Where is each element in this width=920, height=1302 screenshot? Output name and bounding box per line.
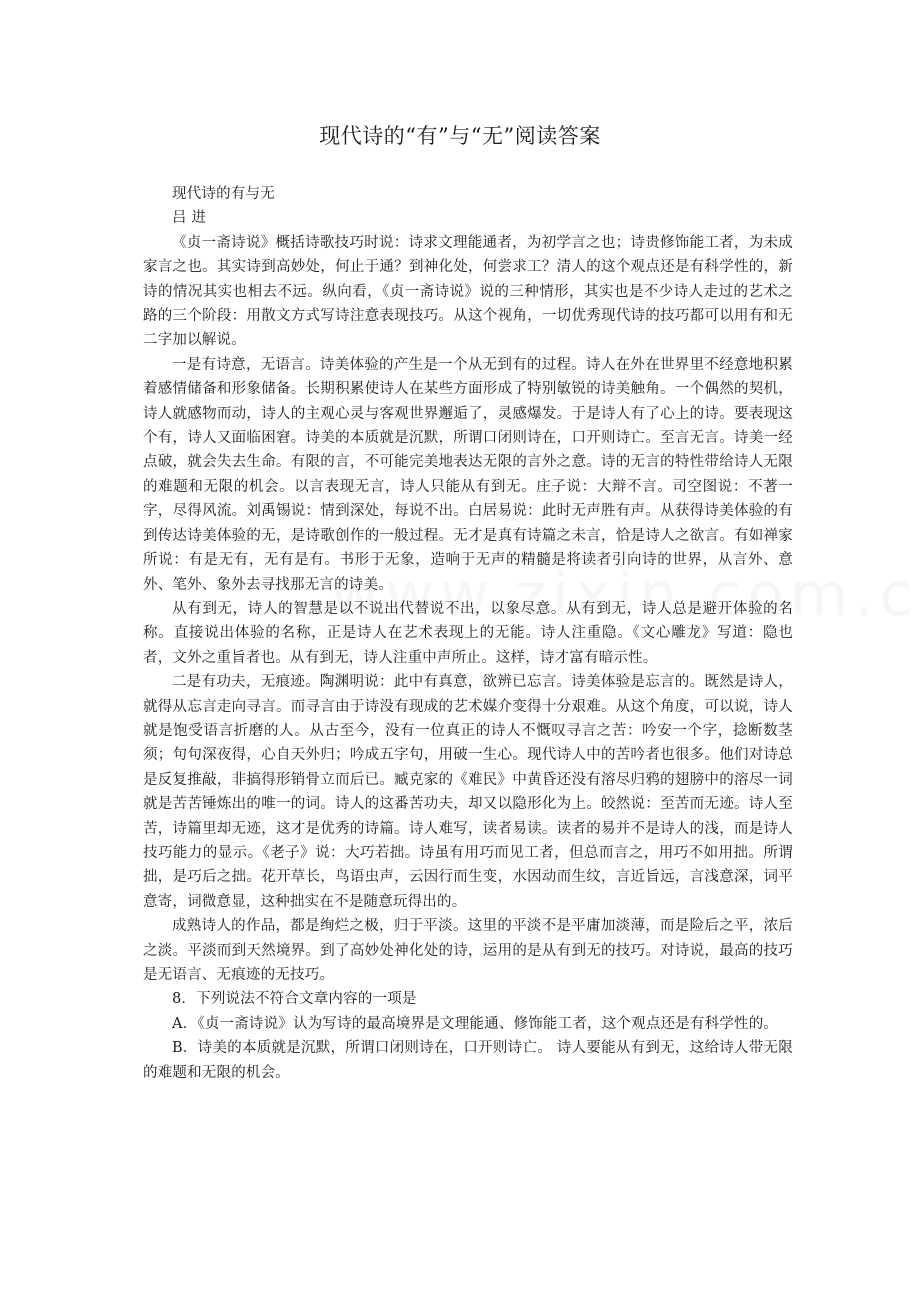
article-author: 吕 进 bbox=[172, 210, 207, 227]
paragraph: 《贞一斋诗说》概括诗歌技巧时说：诗求文理能通者，为初学言之也；诗贵修饰能工者，为未成家言之也。其实诗到高妙处，何止于通？到神化处，何尝求工？清人的这个观点还是有科学性的，新诗的情况其实也相去不远。纵向看，《贞一斋诗说》说的三种情形，其实也是不少诗人走过的艺术之路的三个阶段：用散文方式写诗注意表现技巧。从这个视角，一切优秀现代诗的技巧都可以用有和无二字加以解说。 bbox=[143, 234, 793, 349]
paragraph: 从有到无，诗人的智慧是以不说出代替说不出，以象尽意。从有到无，诗人总是避开体验的名称。直接说出体验的名称，正是诗人在艺术表现上的无能。诗人注重隐。《文心雕龙》写道：隐也者，文外之重旨者也。从有到无，诗人注重中声所止。这样，诗才富有暗示性。 bbox=[143, 600, 793, 666]
document-body bbox=[143, 182, 793, 1085]
paragraph: 一是有诗意，无语言。诗美体验的产生是一个从无到有的过程。诗人在外在世界里不经意地积累着感情储备和形象储备。长期积累使诗人在某些方面形成了特别敏锐的诗美触角。一个偶然的契机，诗人就感物而动，诗人的主观心灵与客观世界邂逅了，灵感爆发。于是诗人有了心上的诗。要表现这个有，诗人又面临困窘。诗美的本质就是沉默，所谓口闭则诗在，口开则诗亡。至言无言。诗美一经点破，就会失去生命。有限的言，不可能完美地表达无限的言外之意。诗的无言的特性带给诗人无限的难题和无限的机会。以言表现无言，诗人只能从有到无。庄子说：大辩不言。司空图说：不著一字，尽得风流。刘禹锡说：情到深处，每说不出。白居易说：此时无声胜有声。从获得诗美体验的有到传达诗美体验的无，是诗歌创作的一般过程。无才是真有诗篇之未言，恰是诗人之欲言。有如禅家所说：有是无有，无有是有。书形于无象，造响于无声的精髓是将读者引向诗的世界，从言外、意外、笔外、象外去寻找那无言的诗美。 bbox=[143, 356, 793, 593]
paragraph: 成熟诗人的作品，都是绚烂之极，归于平淡。这里的平淡不是平庸加淡薄，而是险后之平，浓后之淡。平淡而到天然境界。到了高妙处神化处的诗，运用的是从有到无的技巧。对诗说，最高的技巧是无语言、无痕迹的无技巧。 bbox=[143, 918, 793, 983]
paragraph: 二是有功夫，无痕迹。陶渊明说：此中有真意，欲辨已忘言。诗美体验是忘言的。既然是诗人，就得从忘言走向寻言。而寻言由于诗没有现成的艺术媒介变得十分艰难。从这个角度，可以说，诗人就是饱受语言折磨的人。从古至今，没有一位真正的诗人不慨叹寻言之苦：吟安一个字，捻断数茎须；句句深夜得，心自天外归；吟成五字句，用破一生心。现代诗人中的苦吟者也很多。他们对诗总是反复推敲，非搞得形销骨立而后已。臧克家的《难民》中黄昏还没有溶尽归鸦的翅膀中的溶尽一词就是苦苦锤炼出的唯一的词。诗人的这番苦功夫，却又以隐形化为上。皎然说：至苦而无迹。诗人至苦，诗篇里却无迹，这才是优秀的诗篇。诗人难写，读者易读。读者的易并不是诗人的浅，而是诗人技巧能力的显示。《老子》说：大巧若拙。诗虽有用巧而见工者，但总而言之，用巧不如用拙。所谓拙，是巧后之拙。花开草长，鸟语虫声，云因行而生变，水因动而生纹，言近旨远，言浅意深，词平意寄，词微意显，这种拙实在不是随意玩得出的。 bbox=[143, 674, 793, 910]
option-b: B．诗美的本质就是沉默，所谓口闭则诗在，口开则诗亡。 诗人要能从有到无，这给诗人带无限的难题和无限的机会。 bbox=[143, 1040, 793, 1081]
option-a: A．《贞一斋诗说》认为写诗的最高境界是文理能通、修饰能工者，这个观点还是有科学性的。 bbox=[172, 1015, 779, 1032]
question-stem: 8．下列说法不符合文章内容的一项是 bbox=[172, 991, 417, 1008]
document-title: 现代诗的“有”与“无”阅读答案 bbox=[319, 124, 601, 148]
article-subtitle: 现代诗的有与无 bbox=[172, 186, 275, 202]
